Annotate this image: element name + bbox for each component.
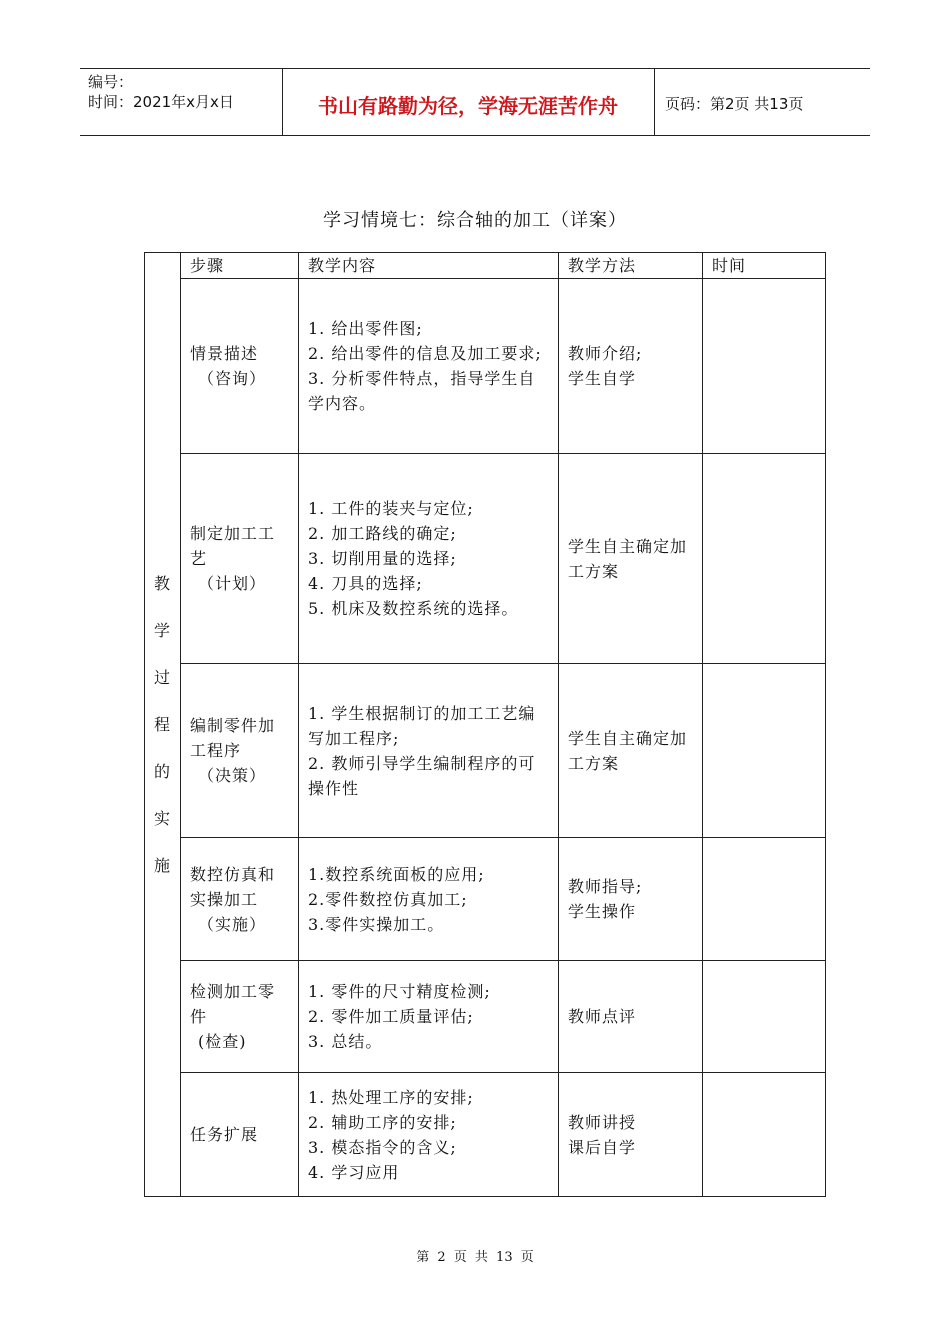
content-cell-line: 4. 刀具的选择; xyxy=(308,574,423,593)
content-cell-line: 3. 分析零件特点，指导学生自学内容。 xyxy=(308,369,536,413)
side-label-char: 实 xyxy=(153,809,171,828)
content-cell-line: 2. 辅助工序的安排; xyxy=(308,1112,457,1132)
content-cell-line: 3. 模态指令的含义; xyxy=(308,1137,457,1157)
content-cell-line: 4. 学习应用 xyxy=(308,1162,400,1182)
table-row xyxy=(145,664,826,838)
content-cell-line: 2. 加工路线的确定; xyxy=(308,524,457,543)
step-cell xyxy=(181,961,299,1073)
content-cell-line: 3.零件实操加工。 xyxy=(308,914,445,934)
content-cell-line: 2. 教师引导学生编制程序的可操作性 xyxy=(308,753,536,798)
content-cell-line: 1.数控系统面板的应用; xyxy=(308,864,485,884)
content-cell xyxy=(299,454,559,664)
step-cell-line: 检测加工零件 xyxy=(190,982,276,1026)
header-top-rule xyxy=(80,68,870,69)
document-title: 学习情境七：综合轴的加工（详案） xyxy=(323,210,627,231)
content-cell xyxy=(299,1073,559,1197)
content-cell-line: 1. 给出零件图; xyxy=(308,319,423,338)
side-label-char: 教 xyxy=(153,574,171,593)
step-cell-line: （实施） xyxy=(198,914,267,934)
step-cell-line: 编制零件加工程序 xyxy=(190,716,276,760)
date-line: 时间：2021年x月x日 xyxy=(88,93,234,111)
step-cell-line: 情景描述 xyxy=(190,344,259,363)
side-label xyxy=(145,560,180,889)
content-cell-line: 1. 学生根据制订的加工工艺编写加工程序; xyxy=(308,703,536,748)
step-cell-line: 数控仿真和实操加工 xyxy=(190,864,276,909)
time-cell xyxy=(703,454,826,664)
content-cell-line: 2. 零件加工质量评估; xyxy=(308,1007,474,1026)
time-cell xyxy=(703,279,826,454)
content-cell-line: 1. 零件的尺寸精度检测; xyxy=(308,982,491,1001)
content-cell xyxy=(299,664,559,838)
method-cell xyxy=(559,664,703,838)
table-row xyxy=(145,279,826,454)
content-cell xyxy=(299,279,559,454)
step-cell-line: (检查) xyxy=(198,1032,247,1051)
page-footer: 第 2 页 共 13 页 xyxy=(416,1250,534,1265)
column-header-time: 时间 xyxy=(703,253,826,279)
method-cell xyxy=(559,454,703,664)
method-cell-line: 教师介绍; xyxy=(568,344,643,363)
content-cell-line: 3. 总结。 xyxy=(308,1032,383,1051)
side-label-char: 过 xyxy=(153,668,171,687)
content-cell-line: 2.零件数控仿真加工; xyxy=(308,889,468,909)
step-cell xyxy=(181,664,299,838)
header-page-info: 页码：第2页 共13页 xyxy=(665,95,804,113)
content-cell xyxy=(299,961,559,1073)
time-cell xyxy=(703,961,826,1073)
content-cell-line: 1. 热处理工序的安排; xyxy=(308,1087,474,1107)
method-cell-line: 学生操作 xyxy=(568,902,637,921)
step-cell xyxy=(181,454,299,664)
side-label-cell xyxy=(145,253,181,1197)
number-label: 编号： xyxy=(88,73,134,91)
side-label-char: 施 xyxy=(153,856,171,875)
method-cell-line: 学生自主确定加工方案 xyxy=(568,536,688,581)
side-label-char: 程 xyxy=(153,715,171,734)
side-label-char: 的 xyxy=(153,762,171,781)
time-cell xyxy=(703,664,826,838)
step-cell xyxy=(181,1073,299,1197)
method-cell xyxy=(559,838,703,961)
step-cell xyxy=(181,279,299,454)
header-meta xyxy=(88,72,234,112)
side-label-char: 学 xyxy=(153,621,171,640)
table-row xyxy=(145,961,826,1073)
table-row xyxy=(145,454,826,664)
teaching-plan-table xyxy=(144,252,826,1197)
column-header-content: 教学内容 xyxy=(299,253,559,279)
header-motto: 书山有路勤为径，学海无涯苦作舟 xyxy=(318,94,618,118)
step-cell-line: （计划） xyxy=(198,574,267,593)
method-cell-line: 学生自主确定加工方案 xyxy=(568,728,688,773)
table-row xyxy=(145,1073,826,1197)
method-cell-line: 教师讲授 xyxy=(568,1112,637,1132)
step-cell xyxy=(181,838,299,961)
method-cell-line: 教师指导; xyxy=(568,877,643,896)
method-cell xyxy=(559,961,703,1073)
content-cell xyxy=(299,838,559,961)
content-cell-line: 1. 工件的装夹与定位; xyxy=(308,499,474,518)
column-header-step: 步骤 xyxy=(181,253,299,279)
content-cell-line: 2. 给出零件的信息及加工要求; xyxy=(308,344,542,363)
content-cell-line: 5. 机床及数控系统的选择。 xyxy=(308,599,519,618)
step-cell-line: 制定加工工艺 xyxy=(190,524,276,568)
column-header-method: 教学方法 xyxy=(559,253,703,279)
table-row xyxy=(145,838,826,961)
time-cell xyxy=(703,1073,826,1197)
step-cell-line: 任务扩展 xyxy=(190,1125,259,1144)
time-cell xyxy=(703,838,826,961)
step-cell-line: （决策） xyxy=(198,766,267,785)
header-bottom-rule xyxy=(80,135,870,136)
method-cell xyxy=(559,1073,703,1197)
method-cell-line: 课后自学 xyxy=(568,1137,637,1157)
table-header-row xyxy=(145,253,826,279)
method-cell xyxy=(559,279,703,454)
header-divider-right xyxy=(654,68,655,135)
method-cell-line: 学生自学 xyxy=(568,369,637,388)
method-cell-line: 教师点评 xyxy=(568,1007,637,1026)
step-cell-line: （咨询） xyxy=(198,369,267,388)
content-cell-line: 3. 切削用量的选择; xyxy=(308,549,457,568)
